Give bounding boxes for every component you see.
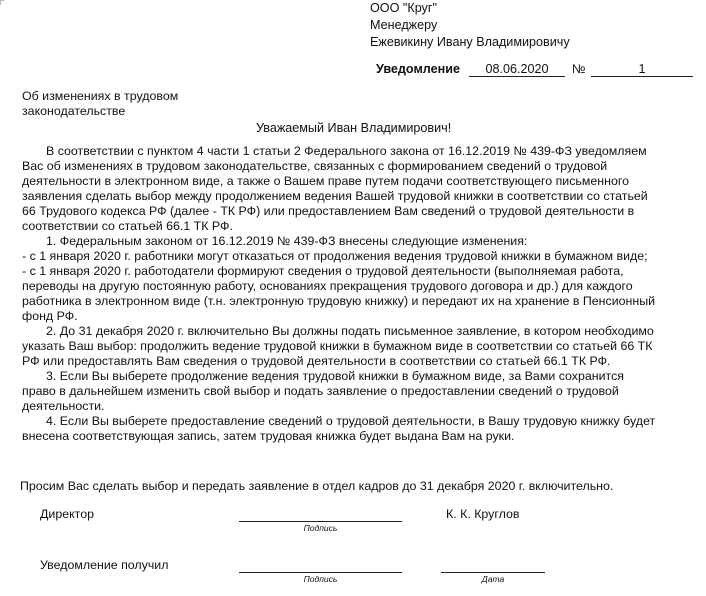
director-label: Директор: [40, 507, 94, 521]
director-signature-caption: Подпись: [303, 523, 338, 533]
notice-date: 08.06.2020: [469, 62, 565, 77]
notice-label: Уведомление: [376, 62, 460, 76]
body-line: работника в электронном виде (т.н. электронную трудовую книжку) и передают их на хранение в Пенсионный: [22, 294, 656, 308]
body-line: переводы на другую постоянную работу, основаниях прекращения трудового договора и др.) для каждого: [22, 279, 633, 293]
body-line: деятельности.: [22, 399, 105, 413]
request-line: Просим Вас сделать выбор и передать заявление в отдел кадров до 31 декабря 2020 г. включительно.: [20, 479, 614, 493]
addressee-name: Ежевикину Ивану Владимировичу: [370, 35, 570, 49]
received-date-caption: Дата: [481, 574, 505, 584]
subject-line-2: законодательстве: [22, 104, 126, 118]
subject-block: [22, 89, 178, 119]
body-line: - с 1 января 2020 г. работники могут отказаться от продолжения ведения трудовой книжки в бумажном виде;: [22, 249, 648, 263]
letter-body: [22, 144, 692, 444]
director-name: К. К. Круглов: [446, 507, 520, 521]
greeting: Уважаемый Иван Владимирович!: [256, 121, 452, 135]
received-signature-caption: Подпись: [303, 574, 338, 584]
notice-number-sign: №: [572, 62, 586, 76]
notice-number: 1: [591, 62, 693, 77]
body-line: В соответствии с пунктом 4 части 1 статьи 2 Федерального закона от 16.12.2019 № 439-ФЗ уведомляем: [46, 144, 647, 158]
body-line: 1. Федеральным законом от 16.12.2019 № 439-ФЗ внесены следующие изменения:: [46, 234, 528, 248]
body-line: право в дальнейшем изменить свой выбор и подать заявление о предоставлении сведений о трудовой: [22, 384, 619, 398]
body-line: внесена соответствующая запись, затем трудовая книжка будет выдана Вам на руки.: [22, 429, 515, 443]
body-line: 3. Если Вы выберете продолжение ведения трудовой книжки в бумажном виде, за Вами сохранится: [46, 369, 624, 383]
body-line: фонд РФ.: [22, 309, 78, 323]
body-line: - с 1 января 2020 г. работодатели формируют сведения о трудовой деятельности (выполняемая работа,: [22, 264, 624, 278]
body-line: 4. Если Вы выберете предоставление сведений о трудовой деятельности, в Вашу трудовую книжку будет: [46, 414, 656, 428]
body-line: 2. До 31 декабря 2020 г. включительно Вы должны подать письменное заявление, в котором необходимо: [46, 324, 654, 338]
received-date-line: [441, 572, 545, 573]
body-line: Вас об изменениях в трудовом законодательстве, связанных с формированием сведений о трудовой: [22, 159, 608, 173]
body-line: деятельности в электронном виде, а также о Вашем праве путем подачи соответствующего письменного: [22, 174, 629, 188]
body-line: заявления сделать выбор между продолжением ведения Вашей трудовой книжки в соответствии со статьей: [22, 189, 648, 203]
addressee-company: ООО "Круг": [370, 1, 437, 15]
body-line: РФ или предоставлять Вам сведения о трудовой деятельности в соответствии со статьей 66.1 ТК РФ.: [22, 354, 611, 368]
received-signature-line: [239, 572, 402, 573]
body-line: указать Ваш выбор: продолжить ведение трудовой книжки в бумажном виде в соответствии со статьей 66 ТК: [22, 339, 653, 353]
body-line: 66 Трудового кодекса РФ (далее - ТК РФ) или предоставлением Вам сведений о трудовой деятельности в: [22, 204, 635, 218]
subject-line-1: Об изменениях в трудовом: [22, 89, 179, 103]
received-label: Уведомление получил: [40, 558, 169, 572]
addressee-position: Менеджеру: [370, 18, 438, 32]
body-line: соответствии со статьей 66.1 ТК РФ.: [22, 219, 233, 233]
notice-header: [0, 0, 706, 90]
director-signature-line: [239, 521, 402, 522]
